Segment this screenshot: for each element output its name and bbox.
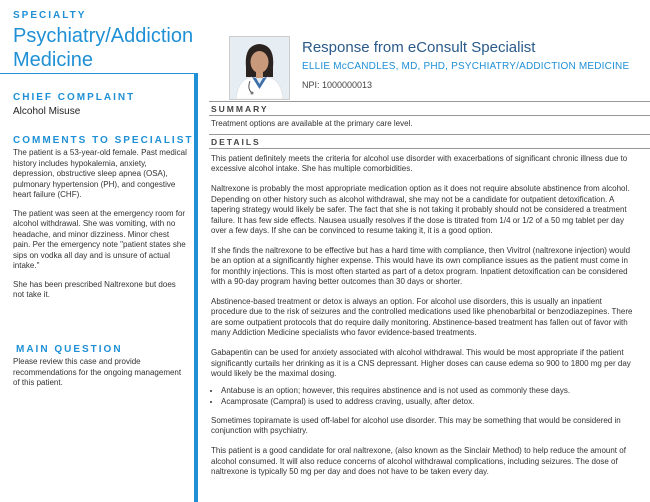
list-item: • Antabuse is an option; however, this requires abstinence and is not used as commonly these days. <box>221 385 636 397</box>
main-question-label: MAIN QUESTION <box>16 344 123 355</box>
specialist-name: ELLIE McCANDLES, MD, PHD, PSYCHIATRY/ADDICTION MEDICINE <box>302 61 630 72</box>
comment-paragraph: The patient is a 53-year-old female. Past medical history includes hypokalemia, anxiety, depression, obstructive sleep apnea (OSA), pulmonary hypertension (PH), and congestive heart failure (CHF). <box>13 148 187 199</box>
specialty-label: SPECIALTY <box>13 10 87 21</box>
comment-paragraph: The patient was seen at the emergency room for alcohol withdrawal. She was vomiting, with no headache, and minor dizziness. Minor chest pain. Per the emergency note "patient states she sips on vodka all day and is unsure of actual intake." <box>13 208 186 270</box>
list-item: • Acamprosate (Campral) is used to address craving, usually, after detox. <box>221 396 636 408</box>
divider <box>209 134 650 135</box>
accent-bar <box>194 73 198 502</box>
details-paragraph: This patient definitely meets the criteria for alcohol use disorder with exacerbations of significant chronic illness due to excessive alcohol intake. She has multiple comorbidities. <box>211 154 628 174</box>
details-paragraph: Gabapentin can be used for anxiety associated with alcohol withdrawal. This would be most appropriate if the patient significantly curtails her drinking as it is a CNS depressant. Higher doses can cause edema so 900 to 1800 mg per day would likely be the maximal dosing. <box>211 348 631 378</box>
divider <box>209 101 650 102</box>
main-question-body <box>13 357 189 397</box>
details-list <box>211 385 636 408</box>
summary-text: Treatment options are available at the primary care level. <box>211 119 413 128</box>
details-paragraph: Abstinence-based treatment or detox is always an option. For alcohol use disorders, this is usually an inpatient procedure due to the risk of seizures and the controlled medications used like phenobarbital or benzodiazepines. There are some outpatient protocols that do require daily monitoring. Abstinence-based treatment has fallen out of favor with many Addiction Medicine specialists who favor evidence-based treatments. <box>211 296 633 338</box>
details-paragraph: Sometimes topiramate is used off-label for alcohol use disorder. This may be something that would be considered in conjunction with psychiatry. <box>211 415 621 436</box>
specialist-npi: NPI: 1000000013 <box>302 80 373 90</box>
divider <box>209 115 650 116</box>
response-title: Response from eConsult Specialist <box>302 39 536 56</box>
comment-paragraph: She has been prescribed Naltrexone but does not take it. <box>13 279 176 299</box>
chief-complaint-label: CHIEF COMPLAINT <box>13 92 136 103</box>
divider <box>209 148 650 149</box>
summary-label: SUMMARY <box>211 104 269 114</box>
details-paragraph: If she finds the naltrexone to be effective but has a hard time with compliance, then Vivitrol (naltrexone injection) would be an option at a significantly higher expense. This would have its own compliance issues as the patient must come in for monthly injections. This is most often started as part of a detox program. Inpatient detoxification can be considered with a 90-day program having better outcomes than 30 days or shorter. <box>211 245 631 287</box>
left-panel <box>0 0 194 502</box>
main-question-text: Please review this case and provide recommendations for the ongoing management of this patient. <box>13 357 182 387</box>
chief-complaint-value: Alcohol Misuse <box>13 106 81 117</box>
details-label: DETAILS <box>211 137 261 147</box>
details-paragraph: Naltrexone is probably the most appropriate medication option as it does not require absolute abstinence from alcohol. Depending on other history such as alcohol withdrawal, she may not be a candidate for outpatient detoxification. A tapering strategy would likely be safer. The fact that she is not taking it probably should not be considered a treatment failure. It has few side effects. Nausea usually resolves if the dose is titrated from 1/4 or 1/2 of a 50 mg tablet per day over a few days. If she can be convinced to resume taking it, it is a good option. <box>211 184 630 235</box>
comments-body <box>13 148 187 309</box>
avatar-photo-icon <box>230 37 289 99</box>
details-body <box>211 154 636 487</box>
details-paragraph: This patient is a good candidate for oral naltrexone, (also known as the Sinclair Method) to help reduce the amount of alcohol consumed. It will also reduce concerns of alcohol withdrawal complications, including seizures. The dose of naltrexone is typically 50 mg per day and does not have to be taken every day. <box>211 446 626 476</box>
divider <box>0 73 194 74</box>
comments-label: COMMENTS TO SPECIALIST <box>13 135 194 146</box>
specialty-name: Psychiatry/Addiction Medicine <box>13 25 194 71</box>
specialist-avatar <box>229 36 290 100</box>
